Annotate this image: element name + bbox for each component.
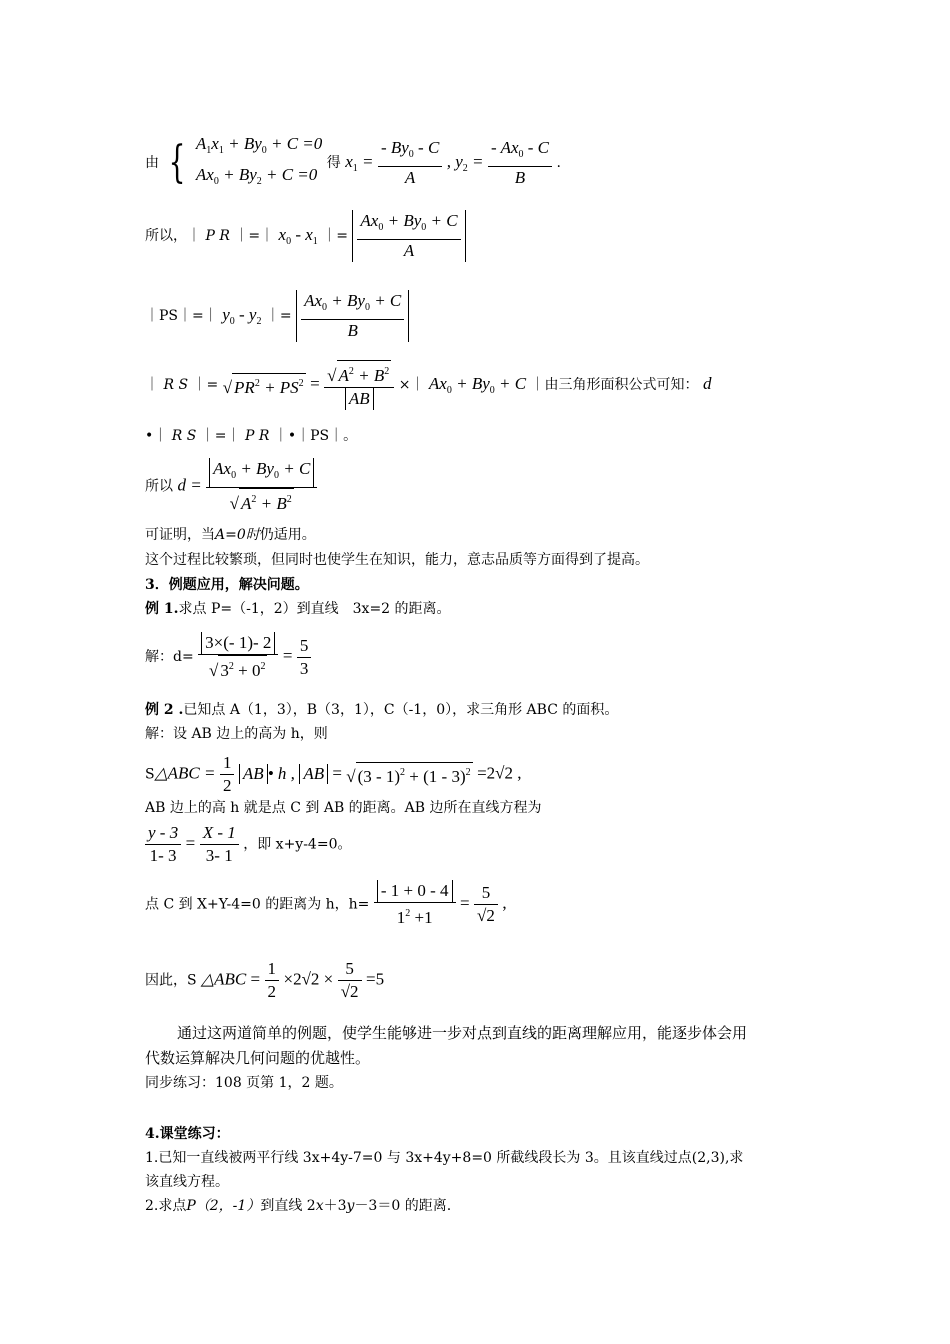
- text-times: ×｜: [398, 377, 425, 393]
- line-system: 由 { $A_1x_1 + By_0 + C =0$ $Ax_0 + By_2 + C =0$ 得 $x_1$ = $\frac{- By_0 - C}{A}$ , $y_2$ = $\frac{- Ax_0 - C}{B}$ .: [145, 132, 561, 194]
- fraction-ex1: $\frac{3\times(- 1)- 2}{√ 3^2 + 0^2}$: [198, 632, 278, 682]
- text-pr: P R: [205, 228, 230, 244]
- exercise-2: 2.求点P（2，-1）到直线 2x＋3y－3＝0 的距离.: [145, 1198, 452, 1214]
- fraction-rs: $\frac{√ A^2 + B^2}{AB}$: [324, 360, 394, 410]
- section-heading-4: 4.课堂练习：: [145, 1126, 230, 1142]
- line-solution-2: 解：设 AB 边上的高为 h，则: [145, 726, 328, 742]
- text-suoyi: 所以，｜: [145, 228, 201, 244]
- equation-system: $A_1x_1 + By_0 + C =0$ $Ax_0 + By_2 + C =0$: [195, 134, 323, 187]
- paragraph-summary: 通过这两道简单的例题，使学生能够进一步对点到直线的距离理解应用，能逐步体会用: [177, 1024, 748, 1042]
- line-area: S△ABC = $\frac{1}{2}$ AB • h , AB = √ (3 - 1)$^2$ + (1 - 3)$^2$ =2√2 ,: [145, 753, 522, 795]
- fraction-y2: $\frac{- Ax_0 - C}{B}$: [488, 137, 552, 189]
- sqrt-pr-ps: √ $PR^2 + PS^2$: [223, 373, 306, 398]
- fraction-distance: $\frac{Ax_0 + By_0 + C}{√ A^2 + B^2}$: [206, 458, 317, 515]
- text-ps: ｜PS｜=｜: [145, 308, 218, 324]
- line-distance-h: 点 C 到 X+Y-4=0 的距离为 h，h= $\frac{- 1 + 0 - 4}{1^2 +1}$ = $\frac{5}{√2}$ ,: [145, 881, 507, 927]
- sqrt-ab-length: √ (3 - 1)$^2$ + (1 - 3)$^2$: [346, 762, 472, 787]
- exercise-1-cont: 该直线方程。: [145, 1174, 229, 1190]
- text-eq-abs: ｜=｜: [234, 228, 275, 244]
- line-example-1: 例 1.求点 P=（-1，2）到直线 3x=2 的距离。: [145, 601, 451, 617]
- fraction-x1: $\frac{- By_0 - C}{A}$: [378, 137, 442, 189]
- text-period: .: [556, 155, 561, 171]
- left-brace: {: [169, 137, 186, 188]
- abs-fraction-ps: $\frac{Ax_0 + By_0 + C}{B}$: [296, 290, 409, 342]
- fraction-h: $\frac{- 1 + 0 - 4}{1^2 +1}$: [374, 880, 456, 929]
- text-area-formula: ｜由三角形面积公式可知：: [530, 377, 699, 393]
- line-height-desc: AB 边上的高 h 就是点 C 到 AB 的距离。AB 边所在直线方程为: [145, 800, 542, 816]
- text-you: 由: [145, 155, 159, 171]
- line-solution-1: 解：d= $\frac{3\times(- 1)- 2}{√ 3^2 + 0^2}$ = $\frac{5}{3}$: [145, 632, 311, 682]
- text-rs-open: ｜: [145, 377, 159, 393]
- line-ab-equation: $\frac{y - 3}{1- 3}$ = $\frac{X - 1}{3- 1}$ ，即 x+y-4=0。: [145, 822, 351, 867]
- formula-y0-y2: $y_0 - y_2$: [222, 305, 262, 327]
- section-heading-3: 3．例题应用，解决问题。: [145, 577, 309, 593]
- text-de: 得: [326, 155, 341, 171]
- line-sync-exercise: 同步练习：108 页第 1，2 题。: [145, 1075, 343, 1091]
- formula-x1: $x_1$ =: [345, 152, 374, 174]
- formula-d: d: [702, 374, 712, 393]
- text-abs-eq: ｜=: [322, 228, 348, 244]
- line-area-result: 因此，S △ABC = $\frac{1}{2}$ ×2√2 × $\frac{5}{√2}$ =5: [145, 959, 385, 1001]
- line-rs: ｜ R S ｜= √ $PR^2 + PS^2$ = $\frac{√ A^2 + B^2}{AB}$ ×｜ $Ax_0 + By_0 + C$ ｜由三角形面积公式可知： d: [145, 360, 711, 410]
- abs-fraction-pr: $\frac{Ax_0 + By_0 + C}{A}$: [352, 210, 465, 262]
- exercise-1: 1.已知一直线被两平行线 3x+4y-7=0 与 3x+4y+8=0 所截线段长为 3。且该直线过点(2,3),求: [145, 1150, 744, 1166]
- paragraph-summary-2: 代数运算解决几何问题的优越性。: [145, 1049, 371, 1067]
- line-rs-product: •｜ R S ｜=｜ P R ｜•｜PS｜。: [145, 428, 358, 444]
- formula-ax0: $Ax_0 + By_0 + C$: [428, 374, 527, 396]
- fraction-5-3: $\frac{5}{3}$: [297, 635, 312, 680]
- text-rs: R S: [163, 377, 189, 393]
- text-abs-eq2: ｜=: [265, 308, 292, 324]
- formula-x0-x1: $x_0 - x_1$: [278, 225, 318, 247]
- text-rs-eq: ｜=: [192, 377, 219, 393]
- line-d-formula: 所以 d = $\frac{Ax_0 + By_0 + C}{√ A^2 + B^2}$: [145, 458, 317, 515]
- line-pr: [145, 210, 466, 262]
- line-process: 这个过程比较繁琐，但同时也使学生在知识，能力，意志品质等方面得到了提高。: [145, 552, 649, 568]
- line-ps: [145, 290, 409, 342]
- line-proof-note: 可证明，当A=0时仍适用。: [145, 527, 316, 543]
- line-example-2: 例 2 .已知点 A（1，3），B（3，1），C（-1，0），求三角形 ABC 的面积。: [145, 702, 619, 718]
